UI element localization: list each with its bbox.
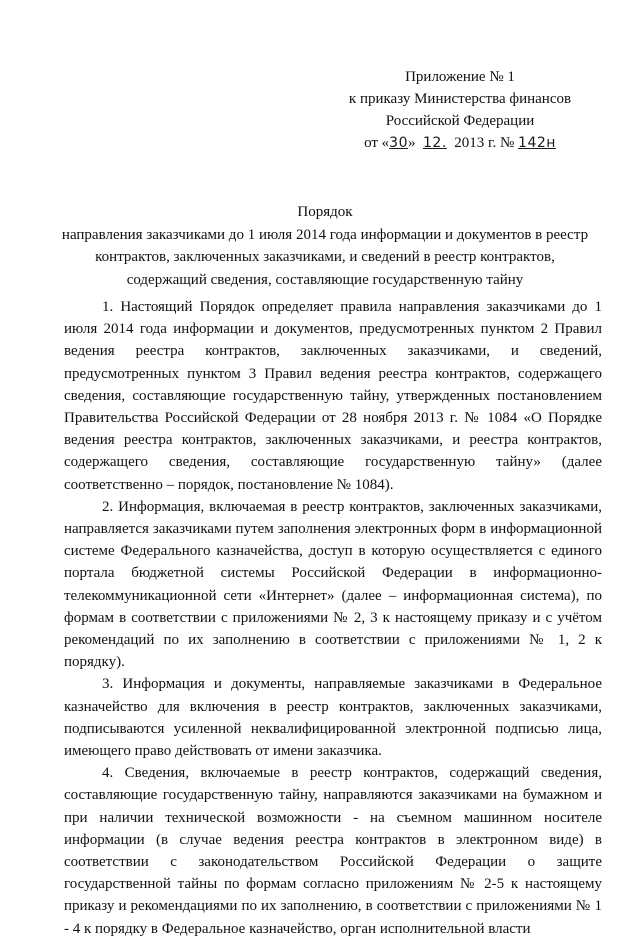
appendix-number: Приложение № 1 <box>405 69 515 85</box>
order-reference: к приказу Министерства финансов <box>348 91 572 107</box>
handwritten-month: 12. <box>423 135 447 151</box>
paragraph-2: 2. Информация, включаемая в реестр контрактов, заключенных заказчиками, направляется заказчиками путем заполнения электронных форм в информационной системе Федерального казначейства, доступ в которую осуществляется с единого портала бюджетной системы Российской Федерации в информационно-телекоммуникационной сети «Интернет» (далее – информационная система), по формам в соответствии с приложениями № 2, 3 к настоящему приказу и с учётом рекомендаций по их заполнению в соответствии с приложениями № 1, 2 к порядку). <box>64 498 602 671</box>
handwritten-order-number: 142н <box>518 135 556 151</box>
paragraph-3: 3. Информация и документы, направляемые заказчиками в Федеральное казначейство для включения в реестр контрактов, заключенных заказчиками, подписываются усиленной неквалифицированной электронной подписью лица, имеющего право действовать от имени заказчика. <box>64 676 602 760</box>
order-date-line <box>340 132 580 154</box>
title-subtitle: направления заказчиками до 1 июля 2014 года информации и документов в реестр контрактов, заключенных заказчиками, и сведений в реестр контрактов, содержащий сведения, составляющие государственную тайну <box>61 226 589 288</box>
federation-name: Российской Федерации <box>385 113 535 129</box>
document-title <box>60 201 590 291</box>
title-heading: Порядок <box>297 204 353 220</box>
paragraph-4: 4. Сведения, включаемые в реестр контрактов, содержащий сведения, составляющие государственную тайну, направляются заказчиками на бумажном и при наличии технической возможности - на съемном машинном носителе информации (в случае ведения реестра контрактов в электронном виде) в соответствии с законодательством Российской Федерации о защите государственной тайны по формам согласно приложениям № 2-5 к настоящему приказу и рекомендациями по их заполнению, в соответствии с приложениями № 1 - 4 к порядку в Федеральное казначейство, орган исполнительной власти <box>64 765 602 937</box>
date-prefix: от « <box>364 135 390 151</box>
year-and-number-label: 2013 г. № <box>454 135 515 151</box>
paragraph-1: 1. Настоящий Порядок определяет правила направления заказчиками до 1 июля 2014 года информации и документов, предусмотренных пунктом 2 Правил ведения реестра контрактов, заключенных заказчиками, и сведений, предусмотренных пунктом 3 Правил ведения реестра контрактов, содержащего сведения, составляющие государственную тайну, утвержденных постановлением Правительства Российской Федерации от 28 ноября 2013 г. № 1084 «О Порядке ведения реестра контрактов, заключенных заказчиками, и реестра контрактов, содержащего сведения, составляющие государственную тайну» (далее соответственно – порядок, постановление № 1084). <box>64 299 602 493</box>
document-body <box>64 296 602 940</box>
handwritten-day: 30 <box>389 135 408 151</box>
date-mid: » <box>408 135 416 151</box>
appendix-header <box>340 66 580 154</box>
